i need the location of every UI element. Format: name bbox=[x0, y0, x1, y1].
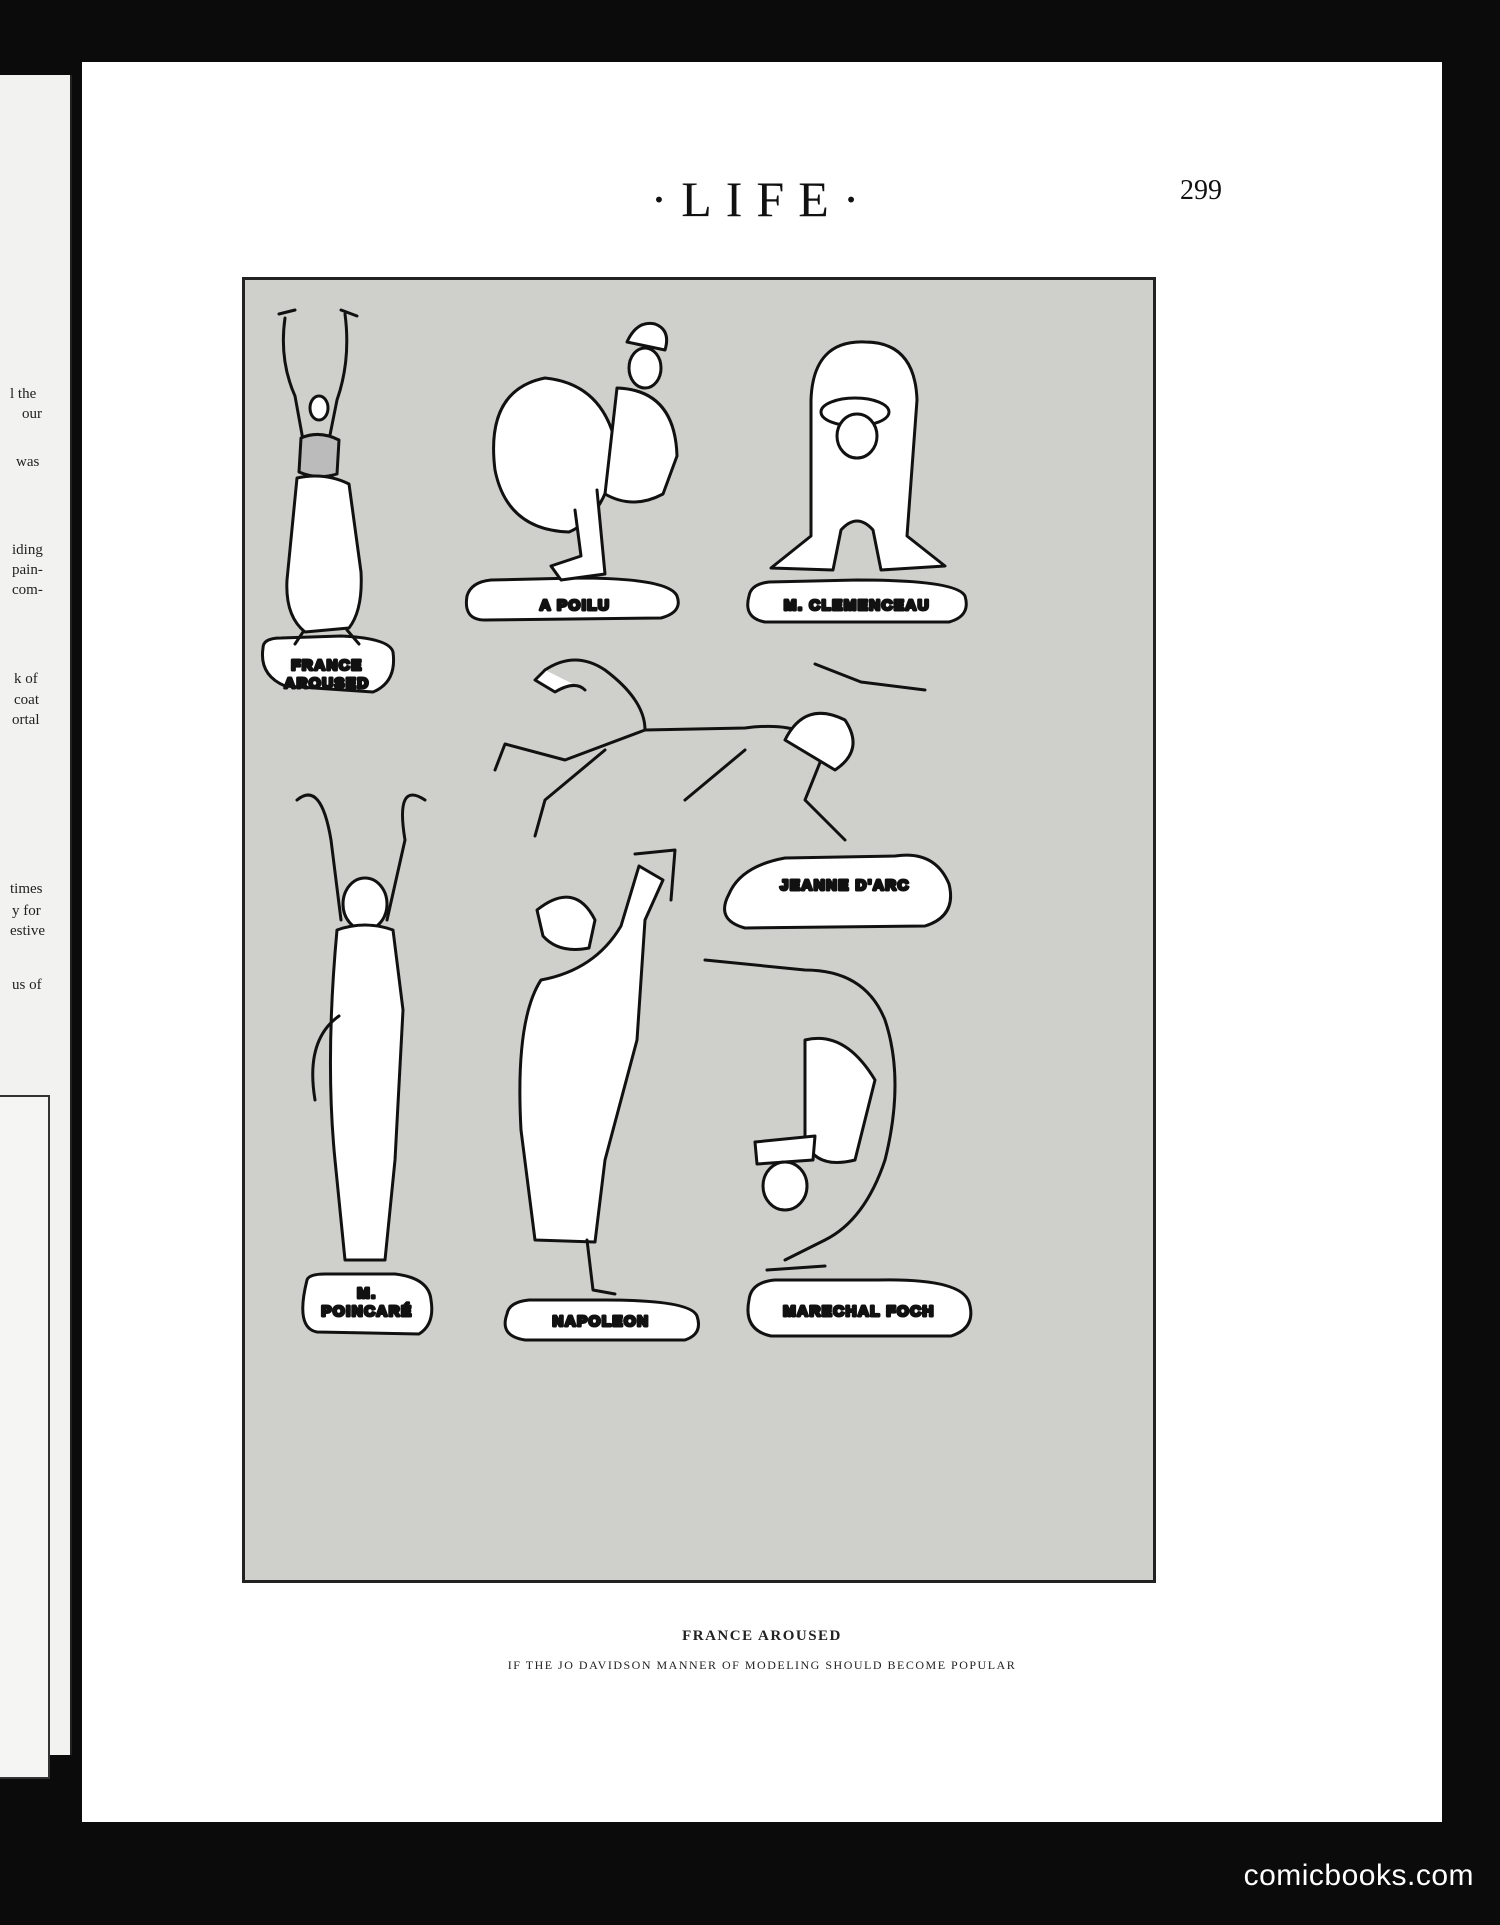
statue-france-aroused bbox=[262, 310, 393, 692]
statue-jeanne-darc bbox=[495, 660, 951, 928]
label-napoleon: NAPOLEON bbox=[552, 1313, 650, 1330]
statue-poincare bbox=[297, 795, 432, 1334]
facing-text-fragment: us of bbox=[12, 977, 42, 993]
facing-text-fragment: estive bbox=[10, 923, 45, 939]
statue-poilu bbox=[466, 323, 678, 620]
facing-text-fragment: pain- bbox=[12, 562, 43, 578]
facing-text-fragment: coat bbox=[14, 692, 39, 708]
facing-text-fragment: our bbox=[22, 406, 42, 422]
label-poilu: A POILU bbox=[539, 597, 611, 614]
facing-text-fragment: was bbox=[16, 454, 40, 470]
watermark: comicbooks.com bbox=[1243, 1859, 1474, 1892]
statue-foch bbox=[705, 960, 971, 1336]
masthead: ·LIFE· bbox=[650, 171, 874, 227]
statue-napoleon bbox=[505, 850, 698, 1340]
label-m: M. bbox=[357, 1285, 377, 1302]
label-france: FRANCE bbox=[291, 657, 363, 674]
label-poincare: POINCARÉ bbox=[321, 1303, 413, 1320]
facing-text-fragment: l the bbox=[10, 386, 37, 402]
label-jeanne-darc: JEANNE D'ARC bbox=[780, 877, 910, 894]
page-number: 299 bbox=[1180, 175, 1222, 206]
statue-clemenceau bbox=[748, 342, 967, 622]
facing-text-fragment: y for bbox=[12, 903, 41, 919]
facing-text-fragment: times bbox=[10, 881, 43, 897]
caption-title: FRANCE AROUSED bbox=[682, 1628, 842, 1644]
facing-text-fragment: k of bbox=[14, 671, 38, 687]
magazine-page bbox=[82, 62, 1442, 1822]
facing-text-fragment: com- bbox=[12, 582, 43, 598]
label-clemenceau: M. CLEMENCEAU bbox=[783, 597, 931, 614]
facing-text-fragment: ortal bbox=[12, 712, 40, 728]
cartoon-illustration bbox=[242, 277, 1156, 1583]
label-foch: MARECHAL FOCH bbox=[783, 1303, 935, 1320]
caption-subtitle: IF THE JO DAVIDSON MANNER OF MODELING SHOULD BECOME POPULAR bbox=[507, 1658, 1017, 1672]
facing-illustration-edge bbox=[0, 1095, 50, 1779]
label-aroused: AROUSED bbox=[284, 675, 370, 692]
masthead-title: LIFE bbox=[681, 171, 843, 227]
facing-page-edge bbox=[0, 75, 72, 1755]
facing-text-fragment: iding bbox=[12, 542, 43, 558]
